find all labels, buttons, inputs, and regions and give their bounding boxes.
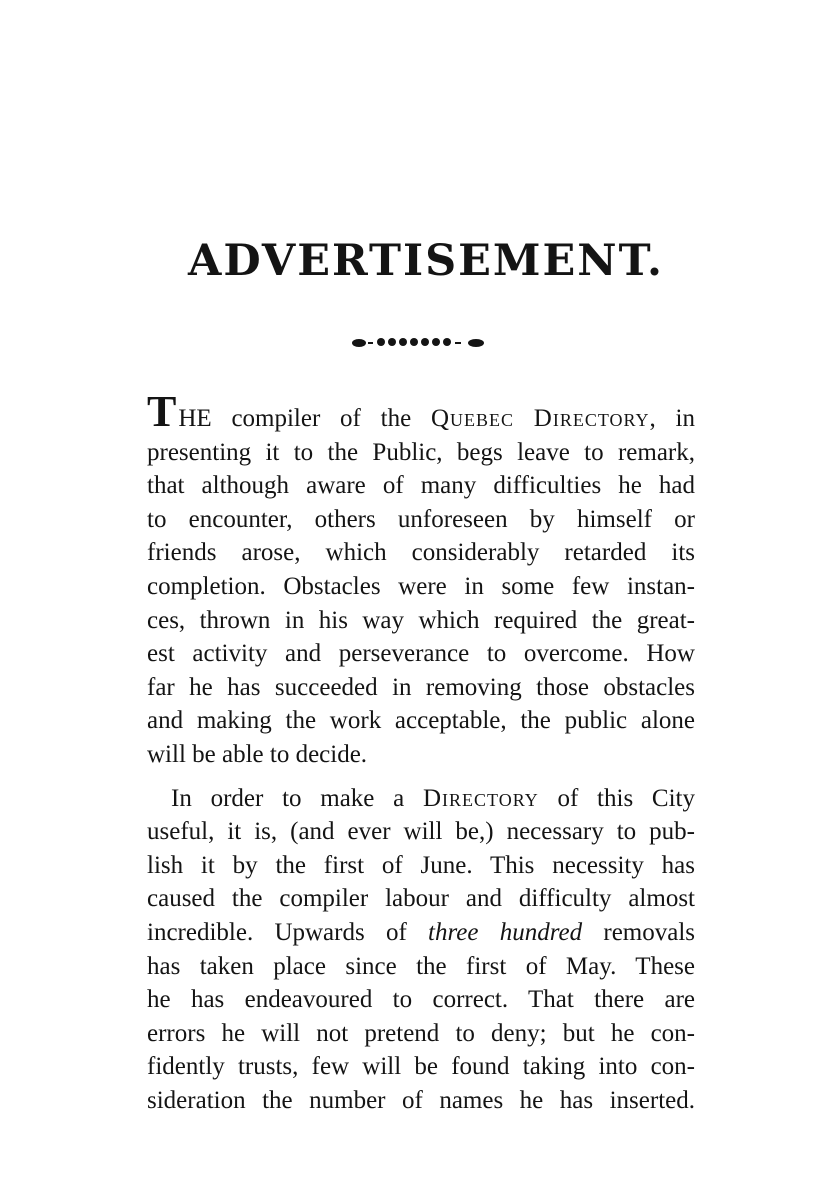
text-line: will be able to decide. [147,740,368,768]
paragraph-1 [147,387,695,772]
drop-cap: T [147,387,177,436]
text-line: has taken place since the first of May. These [147,952,695,980]
text-line: and making the work acceptable, the public alone [147,707,695,735]
decorative-ornament [349,334,494,350]
text-line: fidently trusts, few will be found taking into con- [147,1053,695,1081]
text-line: presenting it to the Public, begs leave to remark, [147,438,695,466]
text-line: lish it by the first of June. This necessity has [147,851,695,879]
text-line: friends arose, which considerably retarded its [147,539,695,567]
text-line: that although aware of many difficulties he had [147,472,695,500]
text-line: In order to make a Directory of this City [171,784,695,812]
text-line: to encounter, others unforeseen by himself or [147,505,695,533]
text-line: he has endeavoured to correct. That there are [147,986,695,1014]
advertisement-text [147,387,696,1117]
text-line: sideration the number of names he has inserted. [147,1086,695,1114]
text-line: ces, thrown in his way which required the great- [147,606,695,634]
text-line: incredible. Upwards of three hundred removals [147,918,696,946]
text-line: caused the compiler labour and difficulty almost [147,885,695,913]
page-title: ADVERTISEMENT. [187,236,665,286]
text-line: useful, it is, (and ever will be,) necessary to pub- [147,818,695,846]
text-line: errors he will not pretend to deny; but he con- [147,1019,695,1047]
paragraph-2 [147,782,695,1118]
text-line: est activity and perseverance to overcome. How [147,640,695,668]
text-line: THE compiler of the Quebec Directory, in [147,387,695,436]
text-line: completion. Obstacles were in some few instan- [147,572,695,600]
text-line: far he has succeeded in removing those obstacles [147,673,695,701]
